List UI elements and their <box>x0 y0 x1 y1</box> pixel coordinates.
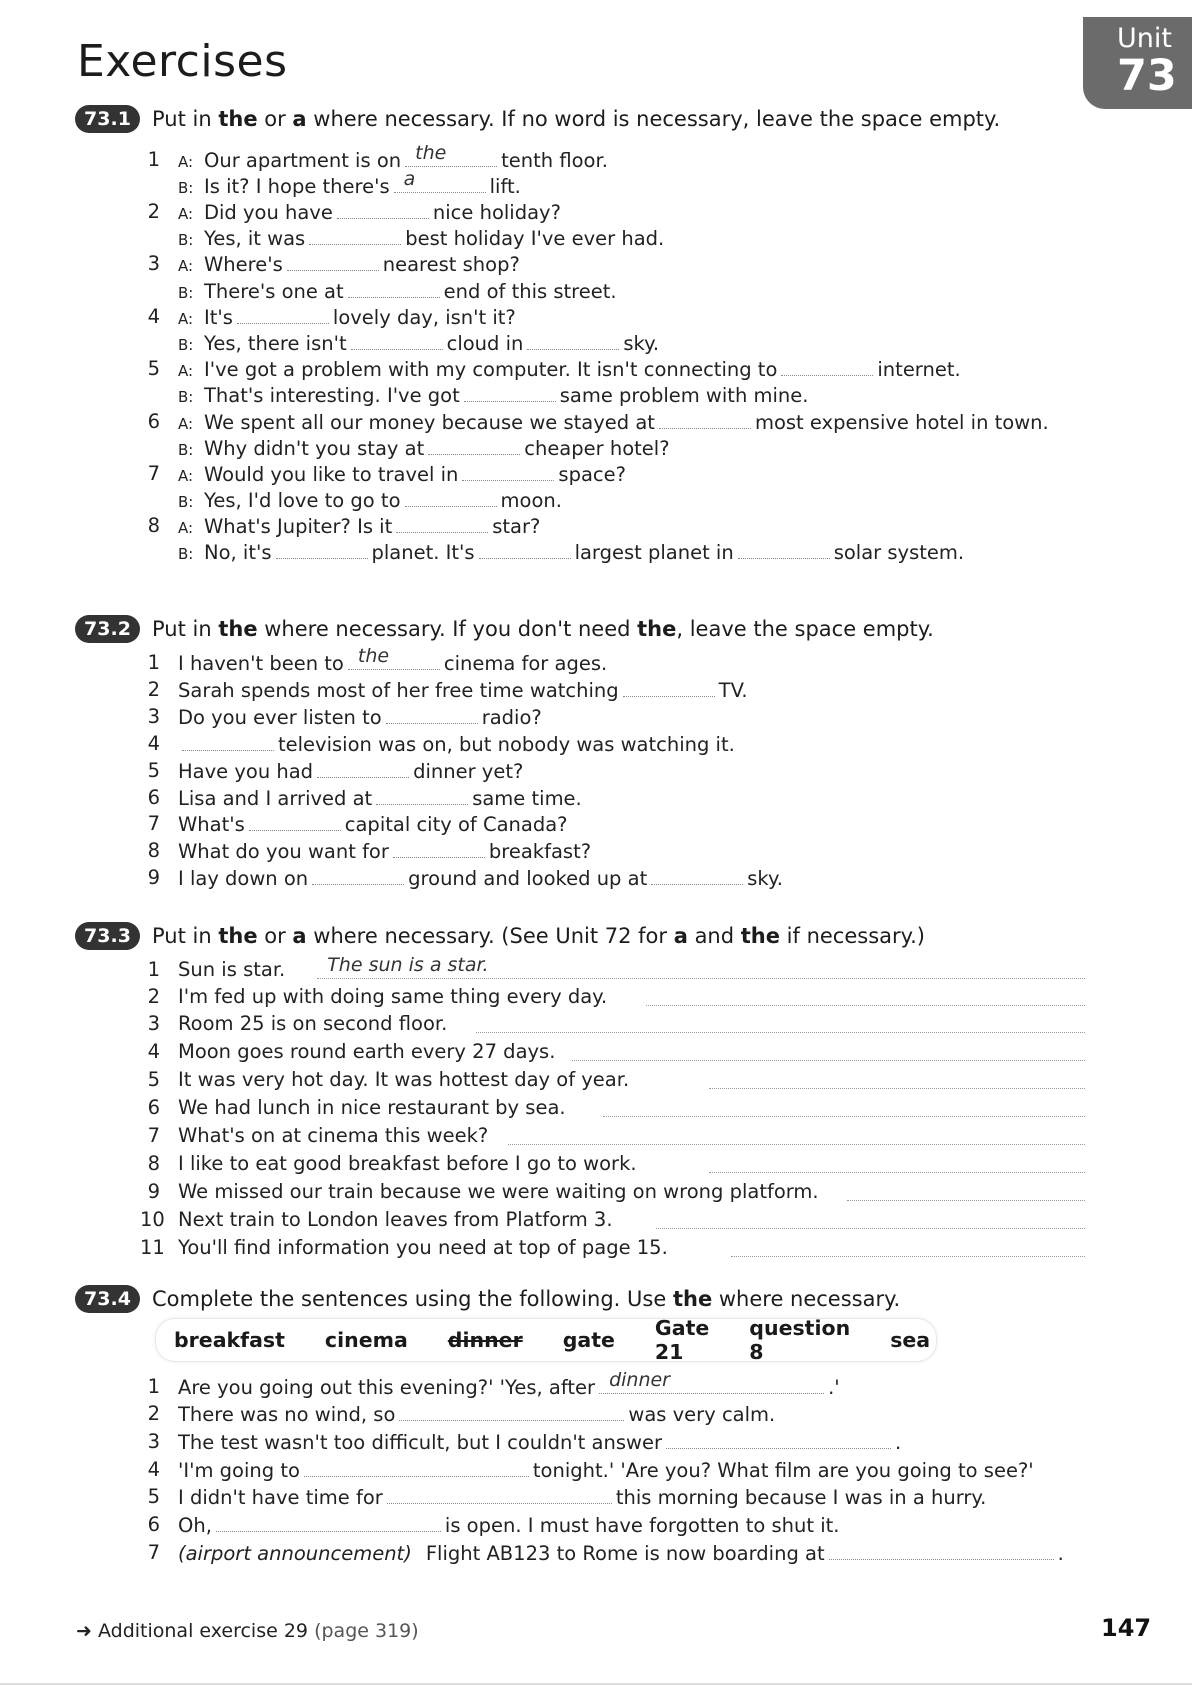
prompt-text: nice holiday? <box>432 201 561 224</box>
sentence-line <box>147 1040 1085 1063</box>
answer-blank[interactable] <box>599 1369 824 1394</box>
instruction-part: Put in <box>152 107 219 131</box>
prompt-text: radio? <box>481 706 542 729</box>
answer-blank[interactable] <box>527 331 619 350</box>
dialogue-line <box>147 305 516 329</box>
answer-line[interactable] <box>476 1014 1085 1033</box>
prompt-text: There was no wind, so <box>178 1403 396 1426</box>
answer-blank[interactable] <box>394 168 486 193</box>
item-number: 5 <box>147 759 160 782</box>
prompt-text: planet. It's <box>371 541 475 564</box>
item-number: 8 <box>147 839 160 862</box>
speaker-label: A: <box>178 153 194 171</box>
prompt-text: tenth floor. <box>501 149 608 172</box>
ex-73-2-instruction <box>152 617 934 641</box>
item-number: 5 <box>147 357 160 380</box>
speaker-label: A: <box>178 415 194 433</box>
handwritten-answer: The sun is a star. <box>327 954 489 976</box>
dialogue-line <box>150 168 521 198</box>
footer-page-ref: (page 319) <box>314 1620 419 1642</box>
prompt-text: I'm fed up with doing same thing every day. <box>178 985 608 1008</box>
answer-blank[interactable] <box>348 645 440 670</box>
ex-73-4-instruction <box>152 1287 900 1311</box>
prompt-text: Yes, there isn't <box>204 332 347 355</box>
page-number: 147 <box>1101 1614 1152 1642</box>
prompt-text: .' <box>828 1376 840 1399</box>
prompt-text: is open. I must have forgotten to shut it. <box>444 1514 840 1537</box>
item-number: 8 <box>147 514 160 537</box>
answer-line[interactable] <box>709 1070 1085 1089</box>
answer-line[interactable] <box>603 1098 1085 1117</box>
sentence-line <box>147 1012 1085 1035</box>
answer-blank[interactable] <box>304 1458 529 1477</box>
answer-line[interactable] <box>709 1154 1085 1173</box>
instruction-part: a <box>292 107 307 131</box>
answer-blank[interactable] <box>249 812 341 831</box>
answer-blank[interactable] <box>287 252 379 271</box>
prompt-text: Oh, <box>178 1514 212 1537</box>
sentence-line <box>147 1402 776 1426</box>
prompt-text: I lay down on <box>178 867 309 890</box>
instruction-part: a <box>673 924 688 948</box>
prompt-text: What do you want for <box>178 840 389 863</box>
dialogue-line <box>147 200 561 224</box>
word-box <box>155 1318 937 1362</box>
sentence-line <box>147 705 542 729</box>
prompt-text: internet. <box>877 358 961 381</box>
dialogue-line <box>150 331 659 355</box>
item-number: 4 <box>147 732 160 755</box>
instruction-part: where necessary. If you don't need <box>257 617 638 641</box>
item-number: 2 <box>147 1402 160 1425</box>
dialogue-line <box>150 226 664 250</box>
instruction-part: the <box>218 924 258 948</box>
answer-blank[interactable] <box>464 383 556 402</box>
speaker-label: B: <box>178 336 194 354</box>
prompt-text: It's <box>204 306 233 329</box>
prompt-text: Is it? I hope there's <box>204 175 390 198</box>
sentence-line <box>147 839 592 863</box>
instruction-part: or <box>257 924 293 948</box>
instruction-part: the <box>637 617 677 641</box>
speaker-label: B: <box>178 493 194 511</box>
prompt-text: Are you going out this evening?' 'Yes, after <box>178 1376 596 1399</box>
speaker-label: B: <box>178 388 194 406</box>
item-number: 2 <box>147 985 160 1008</box>
speaker-label: A: <box>178 519 194 537</box>
answer-blank[interactable] <box>348 279 440 298</box>
speaker-label: A: <box>178 205 194 223</box>
prompt-text: What's <box>178 813 245 836</box>
prompt-text: end of this street. <box>443 280 617 303</box>
sentence-line <box>147 1541 1064 1565</box>
sentence-line <box>147 1430 902 1454</box>
prompt-text: Have you had <box>178 760 314 783</box>
item-number: 11 <box>140 1236 165 1259</box>
word-option: gate <box>562 1328 615 1352</box>
prompt-text: lift. <box>489 175 521 198</box>
prompt-text: . <box>894 1431 902 1454</box>
prompt-text: Moon goes round earth every 27 days. <box>178 1040 556 1063</box>
prompt-text: What's on at cinema this week? <box>178 1124 489 1147</box>
answer-blank[interactable] <box>317 759 409 778</box>
sentence-line <box>140 1236 1085 1259</box>
prompt-text: Did you have <box>204 201 333 224</box>
item-number: 3 <box>147 1430 160 1453</box>
answer-blank[interactable] <box>405 488 497 507</box>
item-number: 6 <box>147 1513 160 1536</box>
prompt-text: You'll find information you need at top of page 15. <box>178 1236 668 1259</box>
item-number: 3 <box>147 252 160 275</box>
prompt-text: Sarah spends most of her free time watching <box>178 679 619 702</box>
answer-blank[interactable] <box>396 514 488 533</box>
prompt-text: nearest shop? <box>382 253 520 276</box>
prompt-text: dinner yet? <box>413 760 524 783</box>
prompt-text: star? <box>492 515 541 538</box>
sentence-line <box>140 1208 1085 1231</box>
item-number: 7 <box>147 1124 160 1147</box>
dialogue-line <box>150 436 670 460</box>
answer-blank[interactable] <box>376 786 468 805</box>
unit-tab <box>1083 17 1192 109</box>
handwritten-answer: dinner <box>609 1369 670 1391</box>
sentence-line <box>147 759 524 783</box>
answer-blank[interactable] <box>337 200 429 219</box>
arrow-icon: ➜ <box>76 1620 92 1642</box>
answer-blank[interactable] <box>386 705 478 724</box>
answer-blank[interactable] <box>276 540 368 559</box>
sentence-line <box>147 985 1085 1008</box>
sentence-line <box>147 1180 1085 1203</box>
prompt-text: Yes, it was <box>204 227 306 250</box>
prompt-text: same time. <box>472 787 582 810</box>
item-number: 9 <box>147 866 160 889</box>
instruction-part: the <box>218 107 258 131</box>
answer-blank[interactable] <box>182 732 274 751</box>
item-number: 8 <box>147 1152 160 1175</box>
word-option: cinema <box>324 1328 408 1352</box>
prompt-text: TV. <box>718 679 748 702</box>
dialogue-line <box>147 462 626 486</box>
sentence-line <box>147 1513 840 1537</box>
ex-73-2-badge: 73.2 <box>75 615 140 643</box>
item-number: 4 <box>147 1040 160 1063</box>
ex-73-1-header <box>75 105 1000 133</box>
dialogue-line <box>150 488 562 512</box>
item-number: 6 <box>147 410 160 433</box>
prompt-text: We had lunch in nice restaurant by sea. <box>178 1096 566 1119</box>
prompt-text: There's one at <box>204 280 344 303</box>
answer-blank[interactable] <box>399 1402 624 1421</box>
prompt-text: I didn't have time for <box>178 1486 383 1509</box>
speaker-label: A: <box>178 310 194 328</box>
sentence-line <box>147 1458 1034 1482</box>
prompt-text: Sun is star. <box>178 958 286 981</box>
ex-73-1-instruction <box>152 107 1000 131</box>
instruction-part: a <box>292 924 307 948</box>
answer-blank[interactable] <box>387 1485 612 1504</box>
answer-line[interactable] <box>656 1210 1085 1229</box>
prompt-text: was very calm. <box>628 1403 776 1426</box>
item-number: 5 <box>147 1485 160 1508</box>
instruction-part: where necessary. <box>712 1287 901 1311</box>
sentence-line <box>147 954 1085 981</box>
item-number: 7 <box>147 462 160 485</box>
ex-73-4-badge: 73.4 <box>75 1285 140 1313</box>
answer-blank[interactable] <box>659 410 751 429</box>
speaker-label: A: <box>178 467 194 485</box>
ex-73-3-badge: 73.3 <box>75 922 140 950</box>
speaker-label: B: <box>178 441 194 459</box>
prompt-text: We spent all our money because we stayed at <box>204 411 655 434</box>
instruction-part: , leave the space empty. <box>676 617 934 641</box>
prompt-text: ground and looked up at <box>408 867 648 890</box>
prompt-text: cloud in <box>446 332 524 355</box>
prompt-text: sky. <box>623 332 660 355</box>
dialogue-line <box>147 410 1049 434</box>
speaker-label: B: <box>178 545 194 563</box>
answer-line[interactable] <box>317 954 1085 979</box>
sentence-line <box>147 812 568 836</box>
answer-blank[interactable] <box>666 1430 891 1449</box>
answer-blank[interactable] <box>428 436 520 455</box>
prompt-text: No, it's <box>204 541 272 564</box>
word-option: Gate 21 <box>654 1316 710 1364</box>
answer-blank[interactable] <box>405 142 497 167</box>
item-number: 4 <box>147 305 160 328</box>
instruction-part: Put in <box>152 617 219 641</box>
answer-line[interactable] <box>731 1238 1085 1257</box>
page-title: Exercises <box>77 36 288 87</box>
instruction-part: and <box>687 924 741 948</box>
item-number: 5 <box>147 1068 160 1091</box>
prompt-text: That's interesting. I've got <box>204 384 460 407</box>
answer-blank[interactable] <box>309 226 401 245</box>
context-note: (airport announcement) <box>178 1542 412 1565</box>
answer-blank[interactable] <box>829 1541 1054 1560</box>
speaker-label: A: <box>178 362 194 380</box>
prompt-text: It was very hot day. It was hottest day of year. <box>178 1068 630 1091</box>
instruction-part: Complete the sentences using the following. Use <box>152 1287 673 1311</box>
answer-blank[interactable] <box>479 540 571 559</box>
handwritten-answer: the <box>357 645 390 667</box>
prompt-text: . <box>1057 1542 1064 1565</box>
prompt-text: Where's <box>204 253 283 276</box>
item-number: 6 <box>147 1096 160 1119</box>
prompt-text: What's Jupiter? Is it <box>204 515 393 538</box>
prompt-text: cheaper hotel? <box>524 437 670 460</box>
item-number: 2 <box>147 678 160 701</box>
answer-blank[interactable] <box>351 331 443 350</box>
prompt-text: Room 25 is on second floor. <box>178 1012 448 1035</box>
prompt-text: television was on, but nobody was watching it. <box>278 733 735 756</box>
item-number: 3 <box>147 1012 160 1035</box>
word-option: breakfast <box>174 1328 285 1352</box>
ex-73-3-instruction <box>152 924 925 948</box>
answer-blank[interactable] <box>462 462 554 481</box>
prompt-text: best holiday I've ever had. <box>405 227 665 250</box>
speaker-label: B: <box>178 231 194 249</box>
instruction-part: Put in <box>152 924 219 948</box>
instruction-part: where necessary. (See Unit 72 for <box>306 924 674 948</box>
item-number: 7 <box>147 1541 160 1564</box>
word-option: dinner <box>447 1328 523 1352</box>
prompt-text: Lisa and I arrived at <box>178 787 373 810</box>
prompt-text: Why didn't you stay at <box>204 437 425 460</box>
answer-blank[interactable] <box>651 866 743 885</box>
prompt-text: Do you ever listen to <box>178 706 382 729</box>
handwritten-answer: a <box>403 168 416 190</box>
item-number: 1 <box>147 651 160 674</box>
footer-reference <box>76 1620 419 1642</box>
item-number: 1 <box>147 148 160 171</box>
prompt-text: sky. <box>747 867 783 890</box>
handwritten-answer: the <box>415 142 447 164</box>
item-number: 9 <box>147 1180 160 1203</box>
answer-blank[interactable] <box>237 305 329 324</box>
item-number: 6 <box>147 786 160 809</box>
dialogue-line <box>150 383 808 407</box>
sentence-line <box>147 1485 987 1509</box>
dialogue-line <box>150 540 964 564</box>
prompt-text: Our apartment is on <box>204 149 402 172</box>
answer-line[interactable] <box>572 1042 1085 1061</box>
sentence-line <box>147 786 582 810</box>
instruction-part: the <box>740 924 780 948</box>
sentence-line <box>147 1096 1085 1119</box>
prompt-text: 'I'm going to <box>178 1459 300 1482</box>
prompt-text: We missed our train because we were waiting on wrong platform. <box>178 1180 819 1203</box>
prompt-text: I like to eat good breakfast before I go to work. <box>178 1152 637 1175</box>
ex-73-3-header <box>75 922 925 950</box>
prompt-text: Yes, I'd love to go to <box>204 489 401 512</box>
sentence-line <box>147 732 735 756</box>
unit-number: 73 <box>1117 51 1177 101</box>
prompt-text: moon. <box>500 489 562 512</box>
answer-blank[interactable] <box>393 839 485 858</box>
word-option: question 8 <box>749 1316 851 1364</box>
prompt-text: Next train to London leaves from Platform 3. <box>178 1208 613 1231</box>
answer-blank[interactable] <box>216 1513 441 1532</box>
sentence-line <box>147 1124 1085 1147</box>
prompt-text: cinema for ages. <box>443 652 608 675</box>
word-option: sea <box>890 1328 931 1352</box>
item-number: 2 <box>147 200 160 223</box>
dialogue-line <box>147 252 520 276</box>
dialogue-line <box>147 357 961 381</box>
prompt-text: Would you like to travel in <box>204 463 459 486</box>
dialogue-line <box>147 514 541 538</box>
speaker-label: B: <box>178 284 194 302</box>
answer-blank[interactable] <box>781 357 873 376</box>
answer-blank[interactable] <box>623 678 715 697</box>
instruction-part: the <box>218 617 258 641</box>
item-number: 3 <box>147 705 160 728</box>
item-number: 1 <box>147 958 160 981</box>
prompt-text: capital city of Canada? <box>344 813 568 836</box>
instruction-part: if necessary.) <box>779 924 925 948</box>
answer-line[interactable] <box>646 987 1085 1006</box>
ex-73-1-badge: 73.1 <box>75 105 140 133</box>
sentence-line <box>147 1068 1085 1091</box>
prompt-text: solar system. <box>833 541 965 564</box>
sentence-line <box>147 645 608 675</box>
prompt-text: I've got a problem with my computer. It isn't connecting to <box>204 358 778 381</box>
unit-label: Unit <box>1117 23 1172 54</box>
prompt-text: The test wasn't too difficult, but I couldn't answer <box>178 1431 662 1454</box>
answer-line[interactable] <box>847 1182 1085 1201</box>
answer-blank[interactable] <box>738 540 830 559</box>
sentence-line <box>147 1369 840 1399</box>
ex-73-2-header <box>75 615 934 643</box>
prompt-text: Flight AB123 to Rome is now boarding at <box>425 1542 825 1565</box>
answer-line[interactable] <box>508 1126 1085 1145</box>
sentence-line <box>147 1152 1085 1175</box>
item-number: 4 <box>147 1458 160 1481</box>
footer-text: Additional exercise 29 <box>97 1620 309 1642</box>
ex-73-4-header <box>75 1285 900 1313</box>
prompt-text: space? <box>558 463 626 486</box>
item-number: 7 <box>147 812 160 835</box>
instruction-part: where necessary. If no word is necessary, leave the space empty. <box>306 107 1001 131</box>
prompt-text: largest planet in <box>574 541 734 564</box>
speaker-label: A: <box>178 257 194 275</box>
instruction-part: or <box>257 107 293 131</box>
prompt-text: tonight.' 'Are you? What film are you going to see?' <box>532 1459 1034 1482</box>
prompt-text: most expensive hotel in town. <box>754 411 1049 434</box>
item-number: 10 <box>140 1208 165 1231</box>
item-number: 1 <box>147 1375 160 1398</box>
dialogue-line <box>147 142 608 172</box>
prompt-text: lovely day, isn't it? <box>332 306 516 329</box>
speaker-label: B: <box>178 179 194 197</box>
instruction-part: the <box>672 1287 713 1311</box>
answer-blank[interactable] <box>312 866 404 885</box>
dialogue-line <box>150 279 617 303</box>
sentence-line <box>147 866 783 890</box>
prompt-text: same problem with mine. <box>559 384 809 407</box>
prompt-text: this morning because I was in a hurry. <box>615 1486 987 1509</box>
prompt-text: I haven't been to <box>178 652 344 675</box>
sentence-line <box>147 678 748 702</box>
prompt-text: breakfast? <box>488 840 592 863</box>
